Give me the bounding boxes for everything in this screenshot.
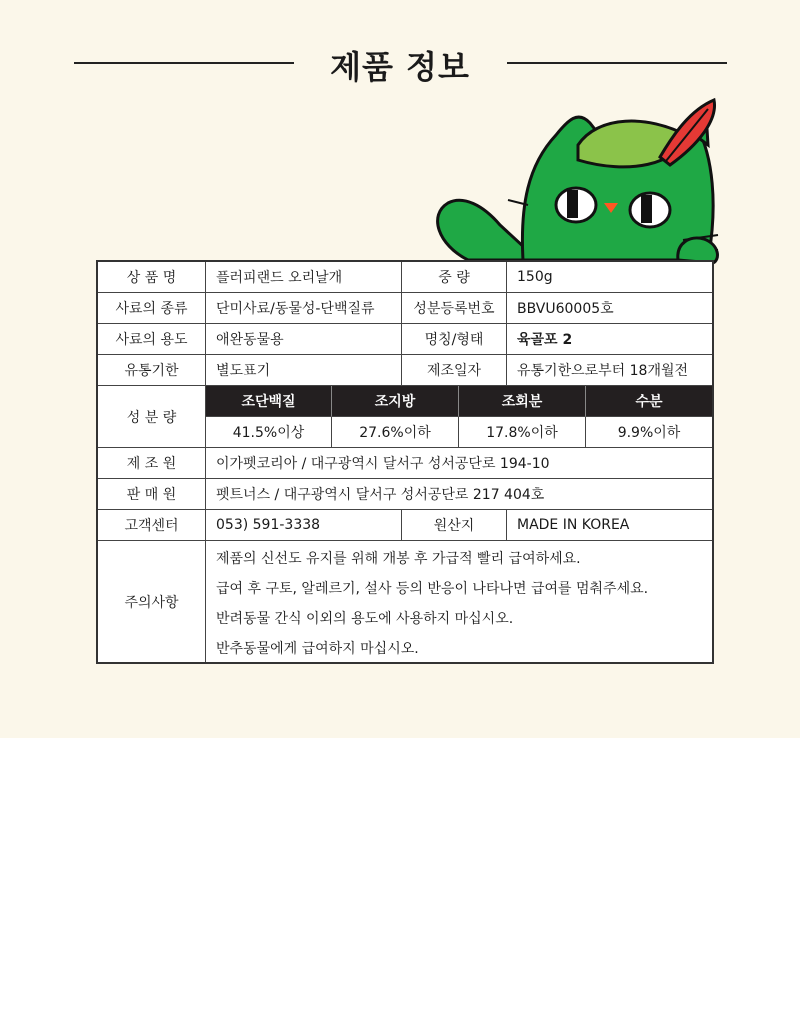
composition-header-moisture: 수분 [586, 386, 712, 417]
label-customer-center: 고객센터 [98, 510, 206, 541]
value-product-name: 플러피랜드 오리날개 [206, 262, 402, 293]
composition-value-moisture: 9.9%이하 [586, 417, 712, 448]
composition-value-fat: 27.6%이하 [332, 417, 459, 448]
composition-value-ash: 17.8%이하 [459, 417, 586, 448]
label-composition: 성 분 량 [98, 386, 206, 448]
caution-line: 반려동물 간식 이외의 용도에 사용하지 마십시오. [216, 611, 514, 627]
value-origin: MADE IN KOREA [507, 510, 712, 541]
composition-header-protein: 조단백질 [206, 386, 332, 417]
value-weight: 150g [507, 262, 712, 293]
composition-value-protein: 41.5%이상 [206, 417, 332, 448]
label-feed-type: 사료의 종류 [98, 293, 206, 324]
value-name-form: 육골포 2 [507, 324, 712, 355]
label-registration: 성분등록번호 [402, 293, 507, 324]
composition-header-ash: 조회분 [459, 386, 586, 417]
label-name-form: 명칭/형태 [402, 324, 507, 355]
label-feed-use: 사료의 용도 [98, 324, 206, 355]
label-weight: 중 량 [402, 262, 507, 293]
heading-rule-right [507, 62, 727, 64]
value-feed-use: 애완동물용 [206, 324, 402, 355]
caution-line: 반추동물에게 급여하지 마십시오. [216, 641, 419, 657]
value-customer-center: 053) 591-3338 [206, 510, 402, 541]
cat-mascot-illustration [428, 95, 728, 280]
label-origin: 원산지 [402, 510, 507, 541]
composition-header-fat: 조지방 [332, 386, 459, 417]
caution-line: 급여 후 구토, 알레르기, 설사 등의 반응이 나타나면 급여를 멈춰주세요. [216, 581, 649, 597]
label-seller: 판 매 원 [98, 479, 206, 510]
value-registration: BBVU60005호 [507, 293, 712, 324]
product-info-table [96, 260, 714, 664]
caution-line: 제품의 신선도 유지를 위해 개봉 후 가급적 빨리 급여하세요. [216, 551, 581, 567]
value-manufacturer: 이가펫코리아 / 대구광역시 달서구 성서공단로 194-10 [206, 448, 712, 479]
section-heading [0, 38, 800, 88]
heading-title: 제품 정보 [330, 48, 470, 86]
value-feed-type: 단미사료/동물성-단백질류 [206, 293, 402, 324]
heading-rule-left [74, 62, 294, 64]
label-manufacturer: 제 조 원 [98, 448, 206, 479]
label-cautions: 주의사항 [98, 541, 206, 662]
label-manufacture-date: 제조일자 [402, 355, 507, 386]
value-manufacture-date: 유통기한으로부터 18개월전 [507, 355, 712, 386]
value-expiry: 별도표기 [206, 355, 402, 386]
label-product-name: 상 품 명 [98, 262, 206, 293]
cautions-list [216, 544, 721, 668]
value-seller: 펫트너스 / 대구광역시 달서구 성서공단로 217 404호 [206, 479, 712, 510]
label-expiry: 유통기한 [98, 355, 206, 386]
